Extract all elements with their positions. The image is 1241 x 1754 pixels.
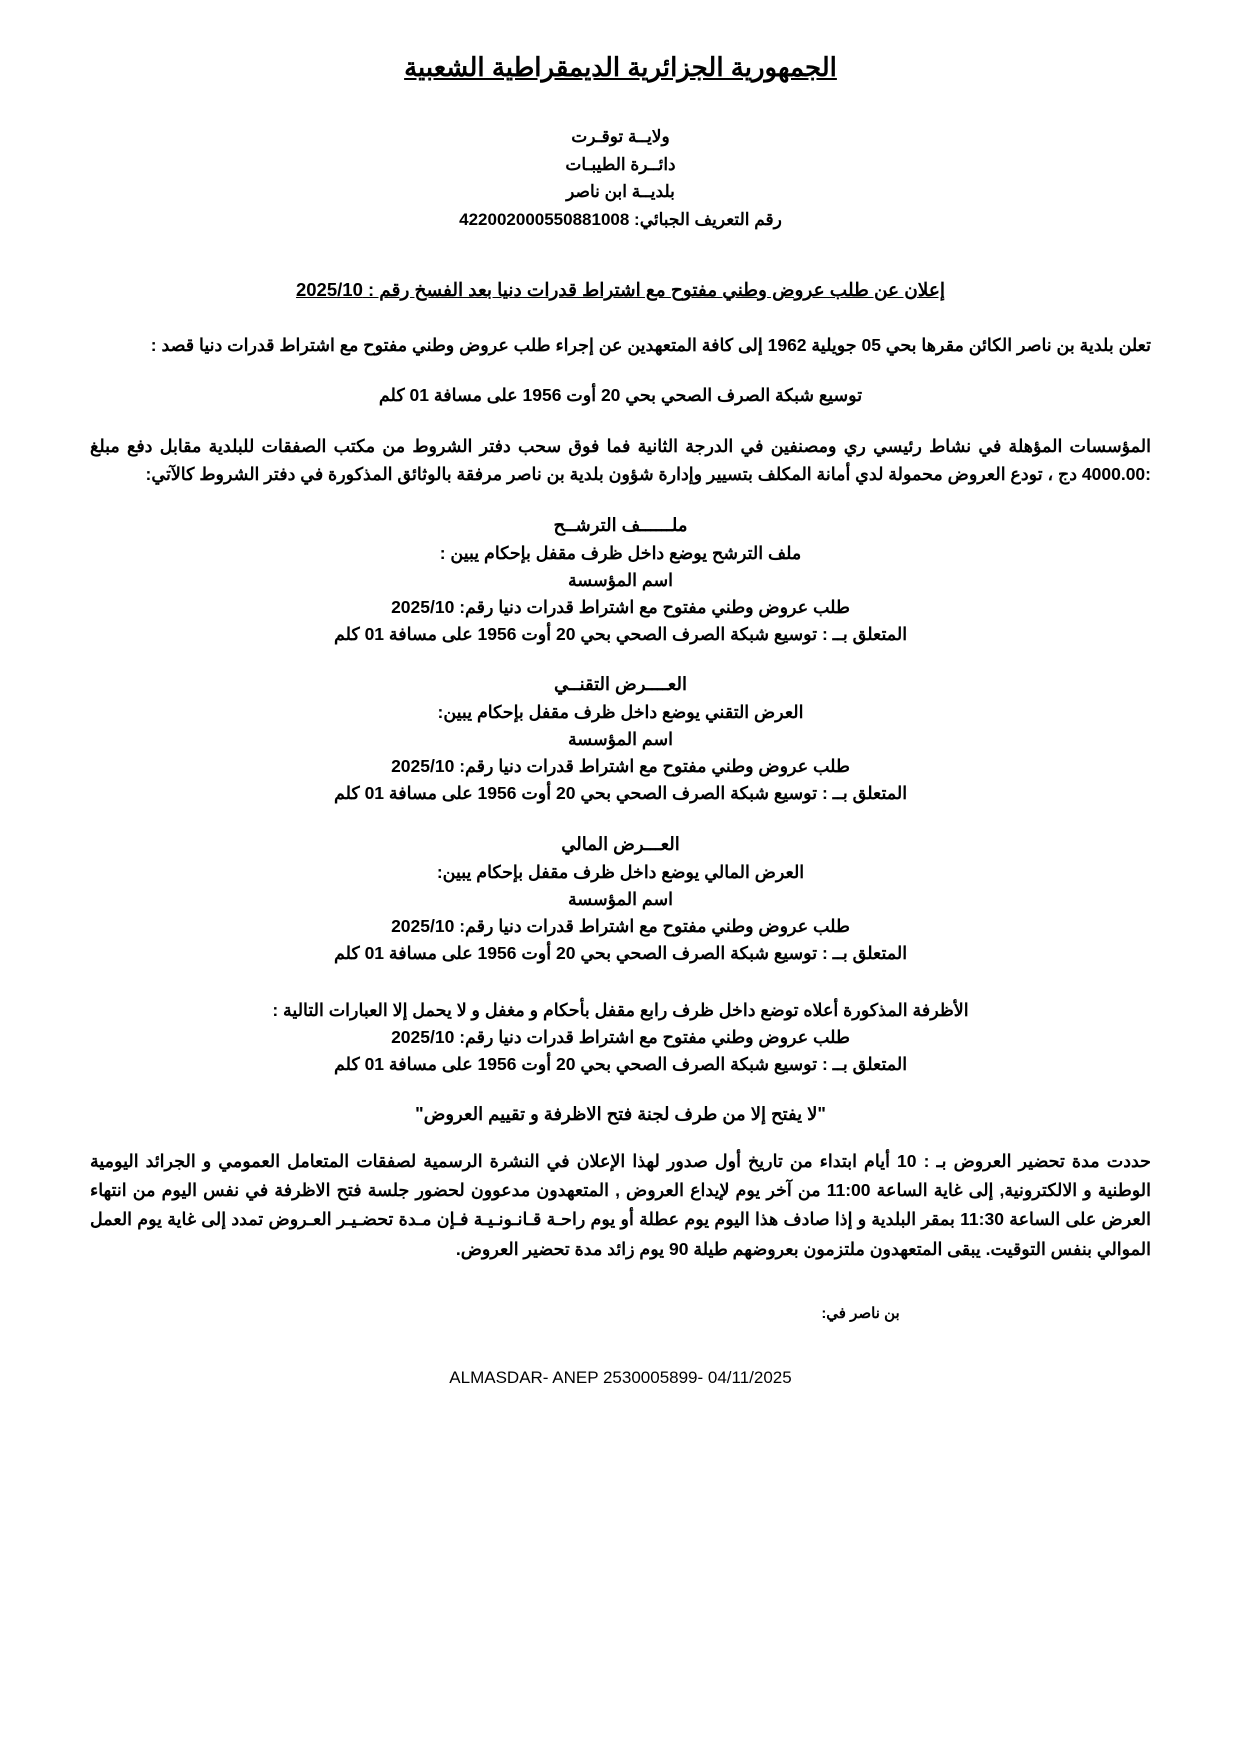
financial-offer-section (90, 834, 1151, 968)
daira-line: دائــرة الطيبـات (565, 154, 676, 174)
outer-envelope-intro: الأظرفة المذكورة أعلاه توضع داخل ظرف رابع مقفل بأحكام و مغفل و لا يحمل إلا العبارات التالية : (272, 1000, 969, 1020)
signature-block (90, 1304, 1151, 1322)
tender-object: توسيع شبكة الصرف الصحي بحي 20 أوت 1956 على مسافة 01 كلم (378, 385, 863, 406)
candidature-line-4: المتعلق بــ : توسيع شبكة الصرف الصحي بحي 20 أوت 1956 على مسافة 01 كلم (333, 623, 908, 644)
intro-paragraph: تعلن بلدية بن ناصر الكائن مقرها بحي 05 جويلية 1962 إلى كافة المتعهدين عن إجراء طلب عروض وطني مفتوح مع اشتراط قدرات دنيا قصد : (150, 335, 1151, 356)
signature-text: بن ناصر في: (821, 1304, 900, 1322)
administration-block (90, 123, 1151, 233)
technical-offer-line-3: طلب عروض وطني مفتوح مع اشتراط قدرات دنيا رقم: 2025/10 (391, 756, 850, 777)
conditions-paragraph: المؤسسات المؤهلة في نشاط رئيسي ري ومصنفين في الدرجة الثانية فما فوق سحب دفتر الشروط من مكتب الصفقات للبلدية مقابل دفع مبلغ :4000.00 دج ، تودع العروض محمولة لدي أمانة المكلف بتسيير وإدارة شؤون بلدية بن ناصر مرفقة بالوثائق المذكورة في دفتر الشروط كالآتي: (90, 435, 1151, 485)
outer-envelope-line-2: المتعلق بــ : توسيع شبكة الصرف الصحي بحي 20 أوت 1956 على مسافة 01 كلم (333, 1054, 908, 1075)
candidature-heading: ملــــــف الترشــح (553, 514, 688, 535)
financial-offer-heading: العـــرض المالي (561, 833, 680, 854)
wilaya-line: ولايــة توقـرت (571, 127, 670, 146)
announcement-title: إعلان عن طلب عروض وطني مفتوح مع اشتراط قدرات دنيا بعد الفسخ رقم : 2025/10 (295, 279, 946, 301)
outer-envelope-line-1: طلب عروض وطني مفتوح مع اشتراط قدرات دنيا رقم: 2025/10 (391, 1027, 850, 1048)
candidature-section (90, 515, 1151, 649)
technical-offer-heading: العــــرض التقنــي (554, 674, 687, 694)
technical-offer-section (90, 674, 1151, 808)
candidature-line-1: ملف الترشح يوضع داخل ظرف مقفل بإحكام يبين : (439, 542, 802, 563)
tax-id-line: رقم التعريف الجبائي: 422002000550881008 (459, 209, 782, 229)
candidature-line-3: طلب عروض وطني مفتوح مع اشتراط قدرات دنيا رقم: 2025/10 (391, 596, 850, 617)
baladia-line: بلديــة ابن ناصر (566, 182, 675, 202)
page-title: الجمهورية الجزائرية الديمقراطية الشعبية (404, 52, 837, 82)
footer-reference: ALMASDAR- ANEP 2530005899- 04/11/2025 (449, 1367, 792, 1387)
technical-offer-line-2: اسم المؤسسة (567, 729, 674, 750)
outer-envelope-section (90, 997, 1151, 1078)
candidature-line-2: اسم المؤسسة (567, 569, 674, 590)
financial-offer-line-2: اسم المؤسسة (567, 888, 674, 909)
financial-offer-line-1: العرض المالي يوضع داخل ظرف مقفل بإحكام يبين: (436, 861, 805, 882)
financial-offer-line-3: طلب عروض وطني مفتوح مع اشتراط قدرات دنيا رقم: 2025/10 (391, 915, 850, 936)
financial-offer-line-4: المتعلق بــ : توسيع شبكة الصرف الصحي بحي 20 أوت 1956 على مسافة 01 كلم (333, 942, 908, 963)
technical-offer-line-1: العرض التقني يوضع داخل ظرف مقفل بإحكام يبين: (437, 702, 804, 722)
opening-committee-quote: "لا يفتح إلا من طرف لجنة فتح الاظرفة و تقييم العروض" (415, 1104, 826, 1125)
closing-paragraph: حددت مدة تحضير العروض بـ : 10 أيام ابتداء من تاريخ أول صدور لهذا الإعلان في النشرة الرسمية لصفقات المتعامل العمومي و الجرائد اليومية الوطنية و الالكترونية, إلى غاية الساعة 11:00 من آخر يوم لإيداع العروض , المتعهدون مدعوون لحضور جلسة فتح الاظرفة في نفس اليوم من انتهاء العرض على الساعة 11:30 بمقر البلدية و إذا صادف هذا اليوم يوم عطلة أو يوم راحـة قـانـونـيـة فـإن مـدة تحضـيـر العـروض تمدد إلى غاية يوم العمل الموالي بنفس التوقيت. يبقى المتعهدون ملتزمون بعروضهم طيلة 90 يوم زائد مدة تحضير العروض. (90, 1151, 1151, 1259)
technical-offer-line-4: المتعلق بــ : توسيع شبكة الصرف الصحي بحي 20 أوت 1956 على مسافة 01 كلم (333, 783, 908, 804)
